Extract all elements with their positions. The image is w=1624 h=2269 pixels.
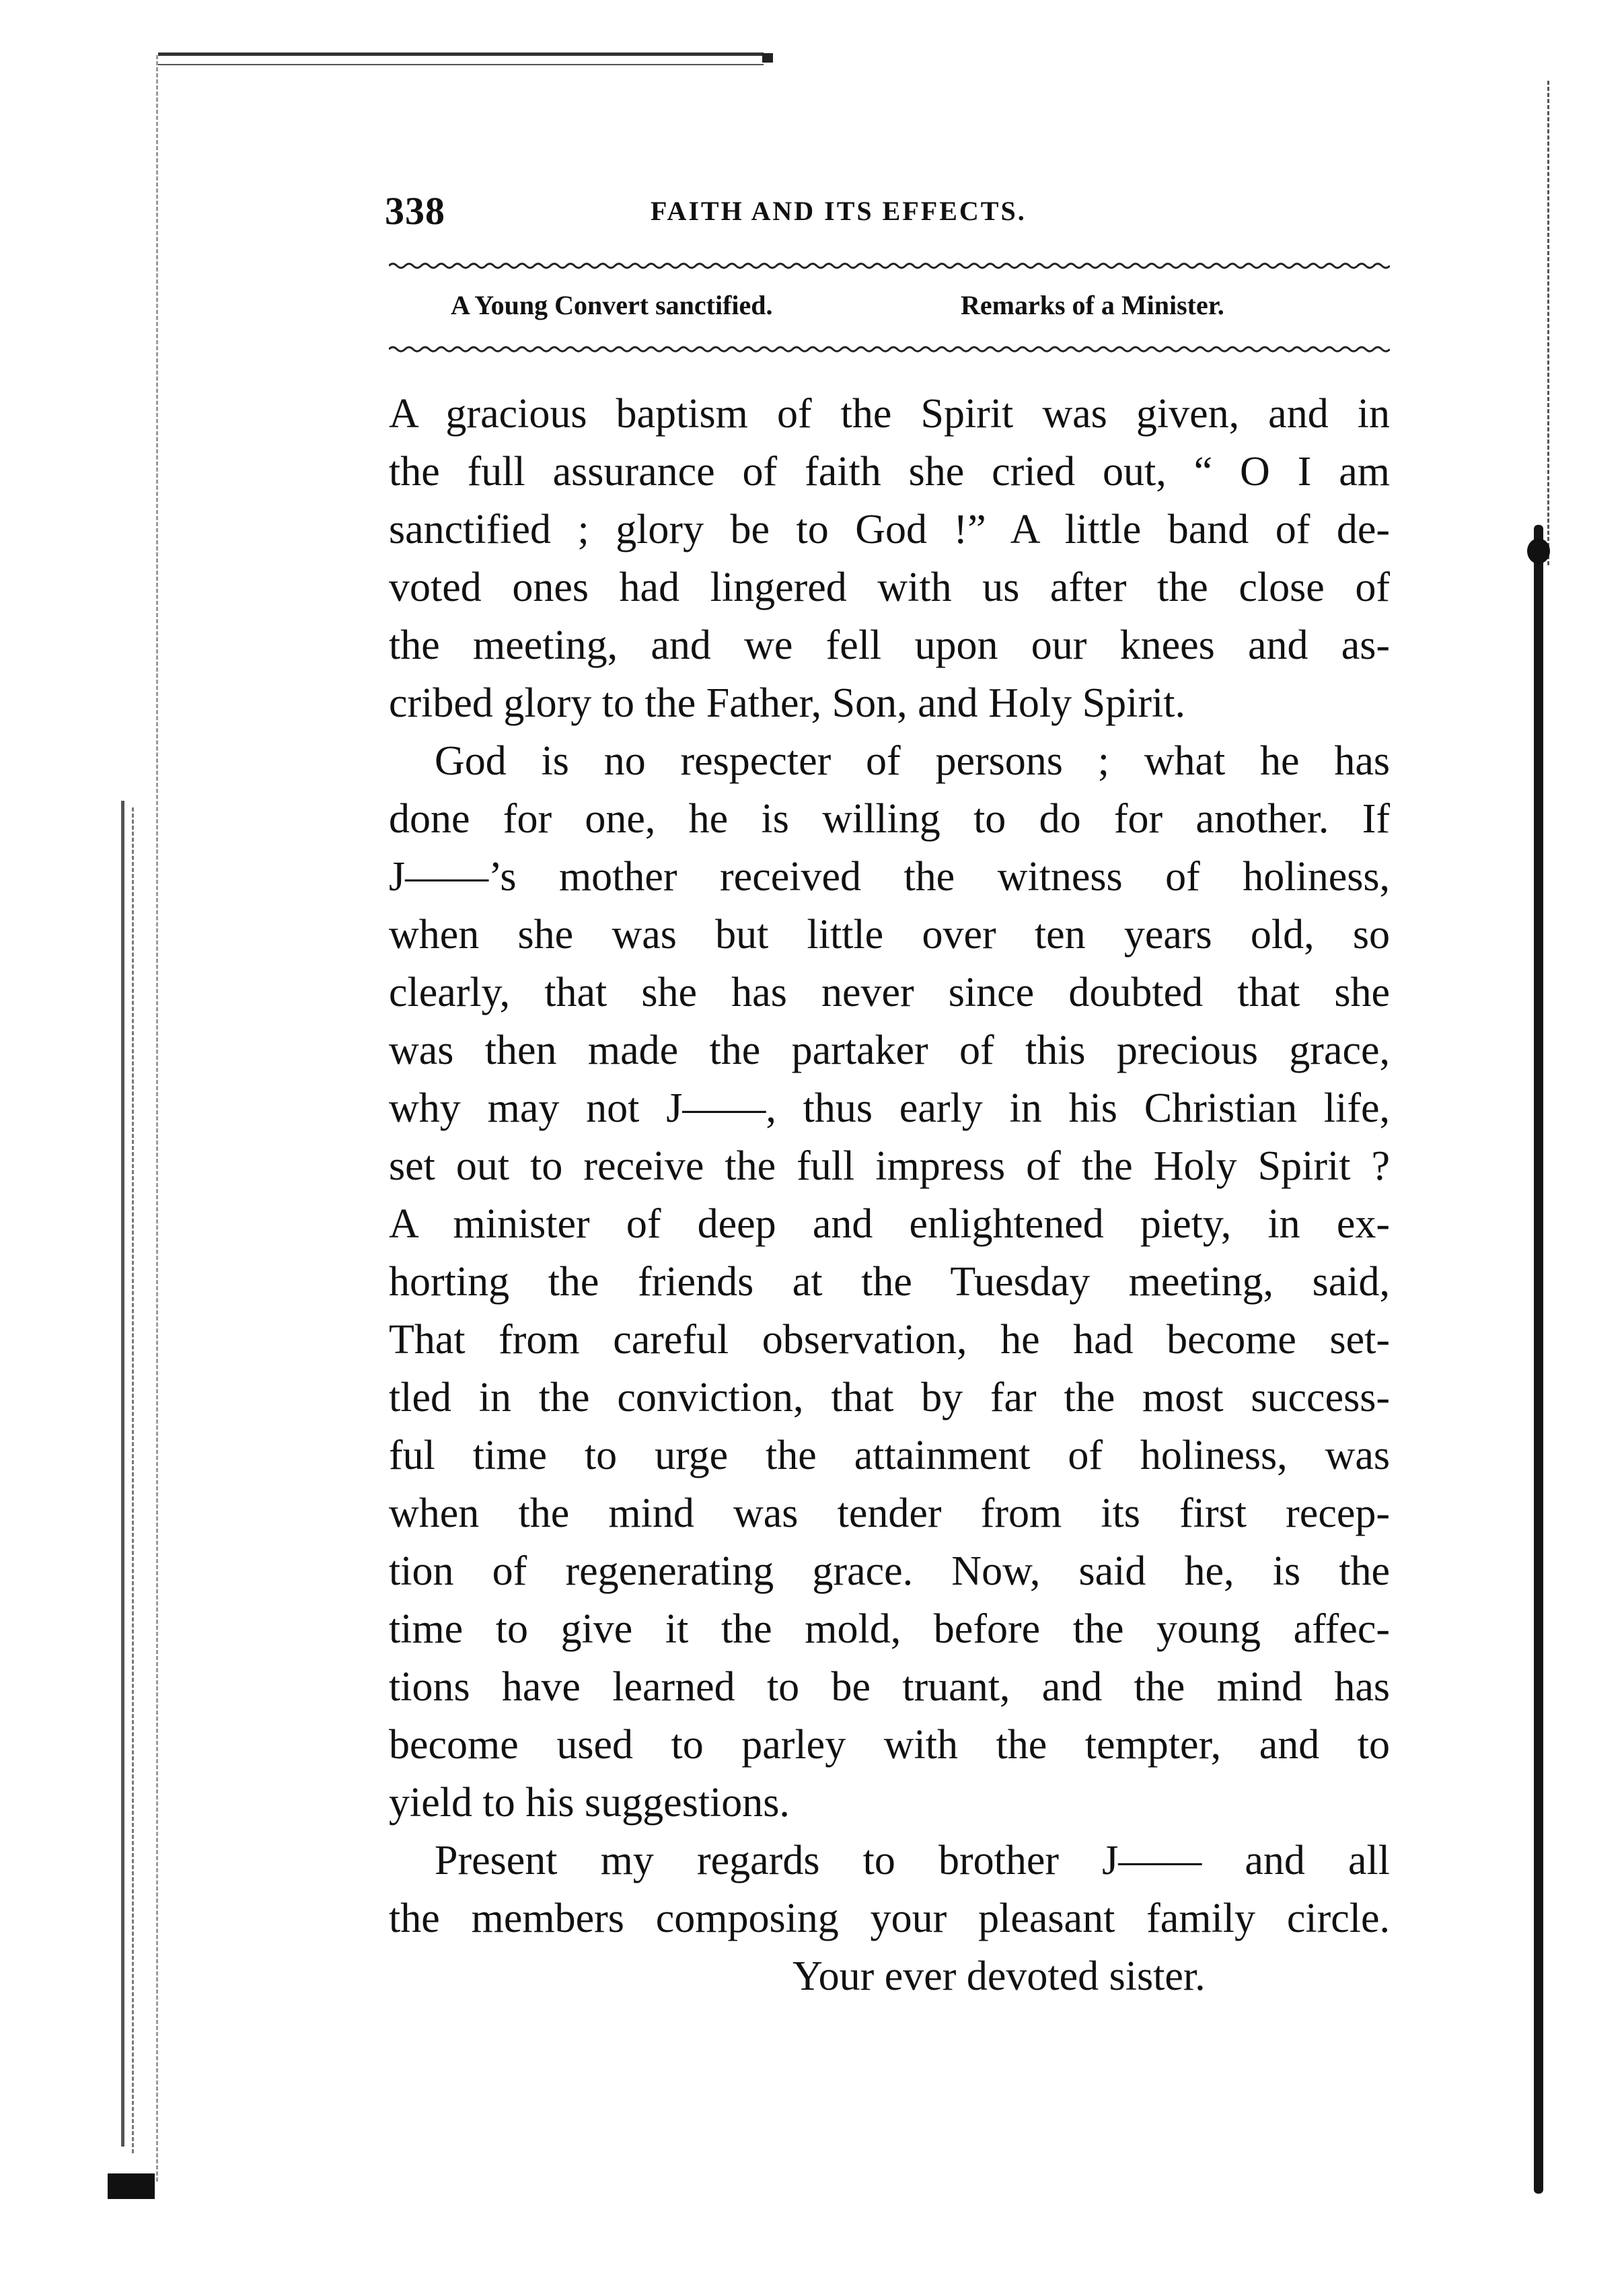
text-line: cribed glory to the Father, Son, and Holy Spirit. (389, 680, 1185, 726)
text-line: yield to his suggestions. (389, 1780, 790, 1826)
text-line: the members composing your pleasant family circle. (389, 1896, 1390, 1941)
text-line: why may not J——, thus early in his Christian life, (389, 1085, 1390, 1131)
text-line: tled in the conviction, that by far the most success- (389, 1375, 1390, 1420)
text-line: That from careful observation, he had become set- (389, 1317, 1390, 1363)
text-line: A gracious baptism of the Spirit was given, and in (389, 391, 1390, 437)
text-line: time to give it the mold, before the young affec- (389, 1606, 1390, 1652)
scan-edge-right-dashes (1547, 81, 1549, 565)
text-line: sanctified ; glory be to God !” A little band of de- (389, 507, 1390, 552)
section-notes (389, 284, 1390, 324)
text-line: done for one, he is willing to do for another. If (389, 796, 1390, 842)
paragraph-3 (389, 1832, 1390, 1947)
scan-edge-left-binding (121, 801, 124, 2147)
text-line: when the mind was tender from its first recep- (389, 1490, 1390, 1536)
section-note-left: A Young Convert sanctified. (451, 290, 773, 320)
text-line: tions have learned to be truant, and the mind has (389, 1664, 1390, 1710)
text-line: become used to parley with the tempter, and to (389, 1722, 1390, 1768)
wavy-rule-top (389, 261, 1390, 271)
text-line: clearly, that she has never since doubted that she (389, 970, 1390, 1015)
text-line: was then made the partaker of this precious grace, (389, 1028, 1390, 1073)
paragraph-2 (389, 732, 1390, 1832)
running-title: FAITH AND ITS EFFECTS. (651, 196, 1027, 226)
text-line: A minister of deep and enlightened piety, in ex- (389, 1201, 1390, 1247)
text-line: ful time to urge the attainment of holiness, was (389, 1433, 1390, 1478)
text-line: horting the friends at the Tuesday meeting, said, (389, 1259, 1390, 1305)
scan-edge-right-knob (1527, 538, 1550, 564)
signature: Your ever devoted sister. (792, 1953, 1206, 1999)
text-line: set out to receive the full impress of the Holy Spirit ? (389, 1143, 1390, 1189)
text-line: voted ones had lingered with us after the close of (389, 565, 1390, 610)
wavy-rule-bottom (389, 345, 1390, 354)
page-number: 338 (385, 189, 445, 233)
body-text (389, 385, 1390, 2005)
text-line: Present my regards to brother J—— and all (435, 1838, 1390, 1883)
paragraph-1 (389, 385, 1390, 732)
scan-corner-mark (108, 2173, 155, 2199)
text-line: God is no respecter of persons ; what he has (435, 738, 1390, 784)
scan-edge-left (156, 55, 158, 2182)
text-line: when she was but little over ten years old, so (389, 912, 1390, 958)
scan-edge-left-dashes (132, 807, 134, 2153)
text-line: J——’s mother received the witness of holiness, (389, 854, 1390, 900)
scan-edge-right-binding (1534, 525, 1543, 2194)
section-note-right: Remarks of a Minister. (961, 290, 1224, 320)
text-line: the full assurance of faith she cried out, “ O I am (389, 449, 1390, 495)
text-line: tion of regenerating grace. Now, said he, is the (389, 1548, 1390, 1594)
page-header (385, 188, 1387, 242)
text-line: the meeting, and we fell upon our knees and as- (389, 622, 1390, 668)
scan-edge-top (158, 52, 764, 65)
